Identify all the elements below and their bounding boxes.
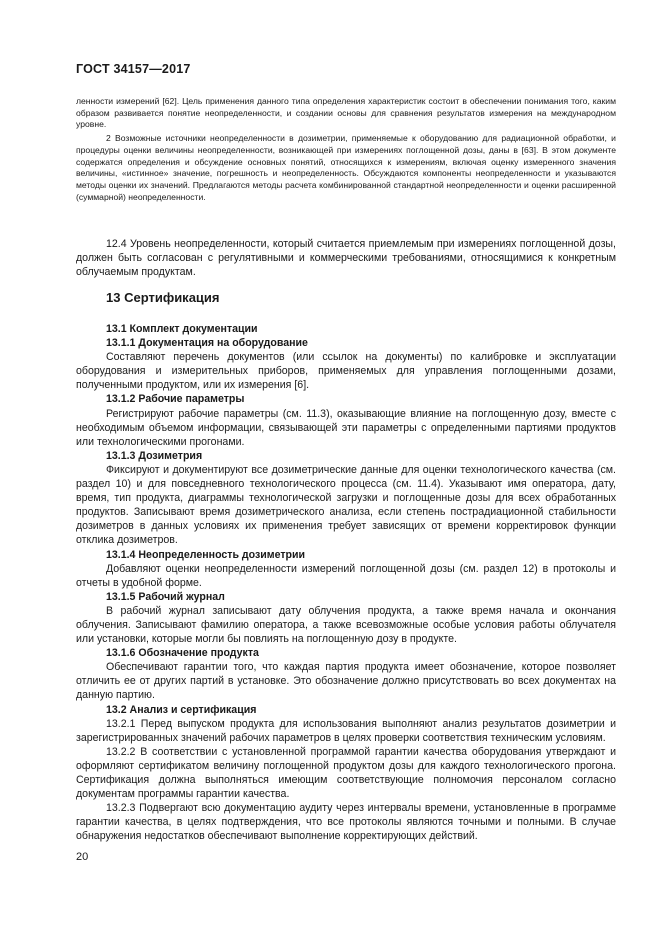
- text-13-2-3: 13.2.3 Подвергают всю документацию аудиту через интервалы времени, установленные в программе гарантии качества, в целях подтверждения, что все протоколы являются точными и полными. В случае обнаружения недостатков обеспечивают выполнение корректирующих действий.: [76, 802, 616, 843]
- heading-13-1-3: 13.1.3 Дозиметрия: [106, 449, 203, 462]
- text-13-2-2: 13.2.2 В соответствии с установленной программой гарантии качества оборудования утверждают и оформляют сертификатом величину поглощенной продуктом дозы для каждого технологического прогона. Сертификация должна выполняться имеющим соответствующие полномочия персоналом согласно документам программы гарантии качества.: [76, 745, 616, 801]
- heading-13-1-5: 13.1.5 Рабочий журнал: [106, 590, 225, 603]
- text-13-1-1: Составляют перечень документов (или ссылок на документы) по калибровке и эксплуатации оборудования и измерительных приборов, применяемых для управления поглощенными дозами, полученными продуктом, или их измерения [6].: [76, 351, 616, 392]
- heading-13-1-6: 13.1.6 Обозначение продукта: [106, 647, 259, 660]
- page-number: 20: [76, 851, 89, 863]
- heading-13-1: 13.1 Комплект документации: [106, 323, 258, 335]
- heading-13-1-2: 13.1.2 Рабочие параметры: [106, 393, 245, 406]
- heading-13-1-4: 13.1.4 Неопределенность дозиметрии: [106, 548, 306, 561]
- text-13-1-3: Фиксируют и документируют все дозиметрические данные для оценки технологического качества (см. раздел 10) и для повседневного технологического процесса (см. 11.4). Указывают имя оператора, дату, время, тип продукта, диаграммы технологической загрузки и поглощенные дозы для всех обработанных продуктов. Записывают время дозиметрического анализа, если степень пострадиационной стабильности дозиметров в данных условиях их применения требует зависящих от времени корректировок функции отклика дозиметров.: [76, 463, 616, 547]
- text-13-2-1: 13.2.1 Перед выпуском продукта для использования выполняют анализ результатов дозиметрии и зарегистрированных значений рабочих параметров в целях проверки соответствия техническим условиям.: [76, 717, 616, 744]
- text-13-1-6: Обеспечивают гарантии того, что каждая партия продукта имеет обозначение, которое позволяет отличить ее от других партий в установке. Это обозначение должно присутствовать во всех документах на данную партию.: [76, 661, 616, 702]
- text-13-1-5: В рабочий журнал записывают дату облучения продукта, а также время начала и окончания облучения. Записывают фамилию оператора, а также всевозможные особые условия работы облучателя или установки, которые могли бы повлиять на поглощенную дозу в продукте.: [76, 604, 616, 646]
- note-2: 2 Возможные источники неопределенности в дозиметрии, применяемые к оборудованию для радиационной обработки, и процедуры оценки величины неопределенности, возникающей при измерениях поглощенной дозы, даны в [63]. В этом документе содержатся определения и обсуждение основных понятий, относящихся к измерениям, включая оценку измеренного значения величины, «истинное» значение, погрешность и неопределенность. Обсуждаются компоненты неопределенности и указываются методы оценки их значений. Предлагаются методы расчета комбинированной стандартной неопределенности и оценки расширенной (суммарной) неопределенности.: [76, 133, 616, 202]
- notes-block: [76, 96, 616, 203]
- document-header: ГОСТ 34157—2017: [76, 62, 191, 76]
- text-13-1-2: Регистрируют рабочие параметры (см. 11.3), оказывающие влияние на поглощенную дозу, вместе с необходимым объемом информации, связывающей эти параметры с определенными партиями продуктов или технологическими прогонами.: [76, 407, 616, 448]
- section-title: 13 Сертификация: [106, 290, 220, 305]
- note-continuation: ленности измерений [62]. Цель применения данного типа определения характеристик состоит в обеспечении понимания того, каким образом развивается понятие неопределенности, и создании основы для сравнения результатов измерения на международном уровне.: [76, 96, 616, 130]
- heading-13-1-1: 13.1.1 Документация на оборудование: [106, 337, 308, 350]
- paragraph-12-4-text: 12.4 Уровень неопределенности, который считается приемлемым при измерениях поглощенной дозы, должен быть согласован с регулятивными и коммерческими требованиями, относящимися к конкретным облучаемым продуктам.: [76, 238, 616, 279]
- section-13-body: [76, 322, 616, 843]
- text-13-1-4: Добавляют оценки неопределенности измерений поглощенной дозы (см. раздел 12) в протоколы и отчеты в удобной форме.: [76, 562, 616, 589]
- heading-13-2: 13.2 Анализ и сертификация: [106, 703, 257, 716]
- paragraph-12-4: [76, 237, 616, 279]
